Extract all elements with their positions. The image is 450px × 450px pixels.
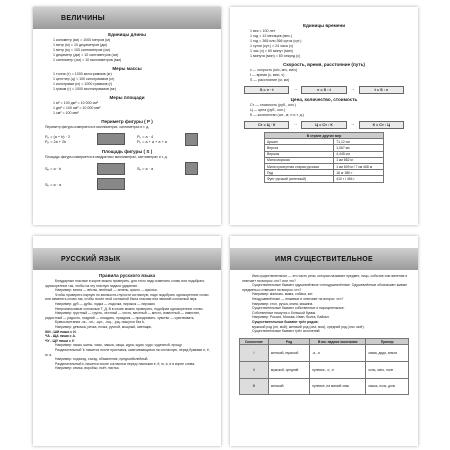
speed-formulas bbox=[244, 86, 404, 94]
cell: Миля сухопутная старая русская bbox=[265, 163, 334, 169]
rectangle-figure bbox=[97, 178, 125, 190]
cell: I bbox=[240, 345, 269, 362]
formula: t = S : v bbox=[359, 86, 404, 94]
paragraph: Например: грустный — грусть, честный — честь, местный — место, известный — известие, радостный — радость, поздний — опоздать, праздник — праздновать, чувство — чувствовать. bbox=[45, 311, 201, 320]
formula: v = S : t bbox=[301, 86, 346, 94]
list-item: 1 килограмм (кг) = 1000 граммов (г) bbox=[53, 82, 113, 86]
paragraph: Например: Россия, Москва, Иван, Волга, Байкал. bbox=[252, 315, 330, 320]
paragraph: Например: девочка, речка, ночка, ручной, мощный, сменщик. bbox=[55, 324, 152, 329]
table-header-row bbox=[240, 338, 409, 345]
list-item: 1 грамм (г) = 1000 миллиграммов (мг) bbox=[53, 87, 117, 91]
cell: Аршин bbox=[265, 139, 334, 145]
price-list bbox=[230, 103, 418, 118]
paragraph: Имя существительное — это часть речи, которая называет предмет, лицо, событие или явление и отвечает на вопрос: кто? или что? bbox=[242, 274, 408, 283]
list-item: 1 век = 100 лет bbox=[250, 29, 276, 33]
table-header: В стране других мер bbox=[265, 133, 384, 139]
cell: Вершок bbox=[265, 151, 334, 157]
price-heading: Цена, количество, стоимость bbox=[290, 97, 358, 102]
formula: Ц = Ст : К bbox=[301, 121, 346, 129]
paragraph: Чтобы проверить парную по звонкости-глухости согласную, надо подобрать однокоренное слово или изменить слово так, чтобы после этой согласной была гласная или звонкий согласный звук. bbox=[45, 292, 209, 302]
rectangle-figure bbox=[97, 133, 125, 145]
cell: женский bbox=[268, 378, 309, 395]
cell: -а, -я bbox=[310, 345, 366, 362]
table-row bbox=[240, 378, 409, 395]
paragraph: Например: стол, ручка, книга, машина. bbox=[252, 301, 314, 306]
paragraph: Например: дуб — дубы, лодка — лодочка, пирожок — пирожки. bbox=[55, 301, 156, 306]
list-item: v — скорость (м/с, м/ч, км/ч) bbox=[250, 68, 298, 72]
formula: Sₚ = a · b bbox=[45, 167, 62, 172]
list-item: 1 см² = 100 мм² bbox=[53, 111, 79, 115]
paragraph: Существительные бывают трёх родов: bbox=[252, 319, 319, 324]
paragraph: Разделительный Ь пишется после согласных перед гласными е, ё, ю, я, и в корне слова. bbox=[55, 361, 196, 366]
speed-heading: Скорость, время, расстояние (путь) bbox=[283, 62, 365, 67]
area-list bbox=[33, 101, 221, 116]
paragraph: Неодушевлённые — неживые и отвечают на вопрос: что? bbox=[252, 296, 344, 301]
formula: Pₚ = 2a + 2b bbox=[45, 140, 67, 145]
perimeter-text: Периметр фигуры измеряется в миллиметрах, сантиметрах и т. д. bbox=[45, 125, 150, 129]
cell: мама, дядя, земля bbox=[366, 345, 409, 362]
arrow-icon: → bbox=[350, 121, 355, 126]
cell: мужской, средний bbox=[268, 361, 309, 378]
paragraph: Собственные пишутся с большой буквы. bbox=[252, 310, 317, 315]
mass-list bbox=[33, 72, 221, 92]
cell: 16 кг 380 г bbox=[334, 170, 384, 176]
paragraph: Существительные бывают трёх склонений: bbox=[252, 329, 321, 334]
paragraph: Например: мальчик, мама, собака, кот. bbox=[252, 292, 314, 297]
list-item: 1 год = 12 месяцев (мес.) bbox=[250, 34, 293, 38]
list-item: 1 м² = 100 дм² = 10 000 см² bbox=[53, 101, 99, 105]
paragraph: Например: лыжи, шины, часы, чашка, чаща, щука, щуки, чудо, чудесный, прощу. bbox=[55, 343, 183, 348]
length-heading: Единицы длины bbox=[108, 32, 146, 37]
list-item: 1 метр (м) = 10 дециметров (дм) bbox=[53, 43, 107, 47]
rules-text bbox=[33, 279, 221, 371]
rules-heading: Правила русского языка bbox=[98, 273, 156, 278]
area-formulas bbox=[33, 162, 221, 175]
cell: 4,445 см bbox=[334, 151, 384, 157]
list-item: t — время (с, мин, ч) bbox=[250, 73, 285, 77]
cell: мышь, ночь, дочь bbox=[366, 378, 409, 395]
formula: Ст = Ц · К bbox=[244, 121, 289, 129]
title-band bbox=[33, 248, 221, 270]
square-text: Площадь фигуры измеряется в квадратных миллиметрах, сантиметрах и т. д. bbox=[45, 154, 168, 159]
cell: 1 км 852 м bbox=[334, 157, 384, 163]
time-list bbox=[230, 29, 418, 59]
cell: 410 г / 454 г bbox=[334, 176, 384, 182]
list-item: 1 сантиметр (см) = 10 миллиметров (мм) bbox=[53, 58, 122, 62]
cell: II bbox=[240, 361, 269, 378]
cell: 1 км 609 м / 7 км 468 м bbox=[334, 163, 384, 169]
paragraph: Разделительный Ъ пишется после приставок, оканчивающихся на согласную, перед буквами е, ё, ю, я. bbox=[45, 347, 210, 357]
list-item: 1 сутки (сут.) = 24 часа (ч) bbox=[250, 44, 294, 48]
paragraph: Например: весна — вёсны, зелёный — зелень, крыло — кры́лья. bbox=[55, 288, 158, 293]
list-item: Ц — цена (руб., коп.) bbox=[250, 108, 286, 112]
formula: S = v · t bbox=[244, 86, 289, 94]
cell: нулевое, на мягкий знак bbox=[310, 378, 366, 395]
cell: Миля морская bbox=[265, 157, 334, 163]
table-row bbox=[265, 176, 384, 182]
column-header: В им. падеже окончание bbox=[310, 338, 366, 345]
arrow-icon: → bbox=[293, 121, 298, 126]
square-figure bbox=[185, 162, 198, 175]
area-heading: Меры площади bbox=[109, 95, 145, 100]
paragraph: ЧА - ЩА пиши с А. bbox=[45, 334, 76, 339]
page-title: РУССКИЙ ЯЗЫК bbox=[61, 255, 121, 263]
arrow-icon: → bbox=[293, 86, 298, 91]
list-item: 1 год = 365 или 366 суток (сут.) bbox=[250, 39, 302, 43]
column-header: Род bbox=[268, 338, 309, 345]
paragraph: мужской род (он, мой), женский род (она, моя), средний род (оно, моё). bbox=[252, 324, 365, 329]
page-noun bbox=[230, 236, 418, 446]
list-item: S — расстояние (м, км) bbox=[250, 78, 290, 82]
mass-heading: Меры массы bbox=[112, 66, 142, 71]
paragraph: Непроизносимые согласные Т, Д, В в слове можно проверить, подобрав однокоренное слово. bbox=[55, 306, 204, 311]
paragraph: Безударные гласные в корне можно проверить, для этого надо изменить слово или подобрать однокоренное так, чтобы на эту гласную падало ударение. bbox=[45, 279, 205, 288]
cell: Фунт русский (аптечный) bbox=[265, 176, 334, 182]
formula: Pₖ = a · 4 bbox=[137, 135, 154, 140]
cell: 1,067 км bbox=[334, 145, 384, 151]
column-header: Пример bbox=[366, 338, 409, 345]
cell: Пуд bbox=[265, 170, 334, 176]
speed-list bbox=[230, 68, 418, 83]
arrow-icon: → bbox=[350, 86, 355, 91]
paragraph: Например: семья, воробьи, пьёт, листья. bbox=[55, 366, 120, 371]
paragraph: ЧУ - ЩУ пиши с У. bbox=[45, 338, 75, 343]
list-item: 1 метр (м) = 100 сантиметров (см) bbox=[53, 48, 110, 52]
list-item: 1 минута (мин) = 60 секунд (с) bbox=[250, 54, 301, 58]
column-header: Склонение bbox=[240, 338, 269, 345]
title-band bbox=[33, 7, 221, 29]
formula: Pₖ = a + a + a + a bbox=[137, 140, 167, 145]
noun-text bbox=[230, 274, 418, 334]
page-quantities bbox=[33, 7, 221, 225]
table-row bbox=[240, 361, 409, 378]
list-item: 1 дециметр (дм) = 10 сантиметров (см) bbox=[53, 53, 119, 57]
rectangle-figure bbox=[97, 163, 125, 175]
square-heading: Площадь фигуры ( S ) bbox=[101, 148, 153, 154]
title-band bbox=[230, 248, 418, 270]
paragraph: Существительные бывают собственные и нарицательные. bbox=[252, 306, 345, 311]
length-list bbox=[33, 38, 221, 63]
cell: III bbox=[240, 378, 269, 395]
formula: Sₖ = a · a bbox=[45, 182, 62, 187]
declension-table bbox=[239, 338, 409, 395]
table-row bbox=[240, 345, 409, 362]
square-figure bbox=[185, 133, 198, 146]
page-russian-language bbox=[33, 236, 221, 446]
paragraph: Например: подъезд, съезд, объявление, предъюбилейный. bbox=[55, 357, 149, 362]
list-item: 1 центнер (ц) = 100 килограммов (кг) bbox=[53, 77, 115, 81]
price-formulas bbox=[244, 121, 404, 129]
area-formulas-2 bbox=[33, 178, 221, 190]
page-title: ВЕЛИЧИНЫ bbox=[61, 14, 105, 22]
list-item: К — количество (шт., кг, л и т. д.) bbox=[250, 113, 304, 117]
old-measures-table bbox=[264, 132, 384, 183]
list-item: 1 час (ч) = 60 минут (мин) bbox=[250, 49, 293, 53]
page-title: ИМЯ СУЩЕСТВИТЕЛЬНОЕ bbox=[275, 255, 373, 263]
cell: Верста bbox=[265, 145, 334, 151]
list-item: 1 дм² = 100 см² = 10 000 мм² bbox=[53, 106, 101, 110]
time-heading: Единицы времени bbox=[302, 23, 346, 28]
cell: женский, мужской bbox=[268, 345, 309, 362]
perimeter-heading: Периметр фигуры ( P ) bbox=[101, 119, 153, 124]
list-item: Ст — стоимость (руб., коп.) bbox=[250, 103, 296, 107]
list-item: 1 тонна (т) = 1000 килограммов (кг) bbox=[53, 72, 112, 76]
list-item: 1 километр (км) = 1000 метров (м) bbox=[53, 38, 110, 42]
cell: конь, окно, поле bbox=[366, 361, 409, 378]
perimeter-formulas bbox=[33, 133, 221, 146]
paragraph: Буквосочетания -чк-, -чн-, -щн-, -нщ-, -рщ- пишутся без Ь. bbox=[55, 320, 146, 325]
formula: Sₖ = a · a bbox=[137, 167, 154, 172]
page-time-measures bbox=[230, 7, 418, 225]
cell: нулевое, -о, -е bbox=[310, 361, 366, 378]
cell: 71,12 см bbox=[334, 139, 384, 145]
formula: К = Ст : Ц bbox=[359, 121, 404, 129]
paragraph: Существительные бывают одушевлённые и неодушевлённые. Одушевлённые обозначают живые предметы и отвечают на вопрос: кто? bbox=[242, 283, 408, 292]
paragraph: ЖИ - ШИ пиши с И. bbox=[45, 329, 77, 334]
formula: Pₚ = (a + b) · 2 bbox=[45, 135, 71, 140]
